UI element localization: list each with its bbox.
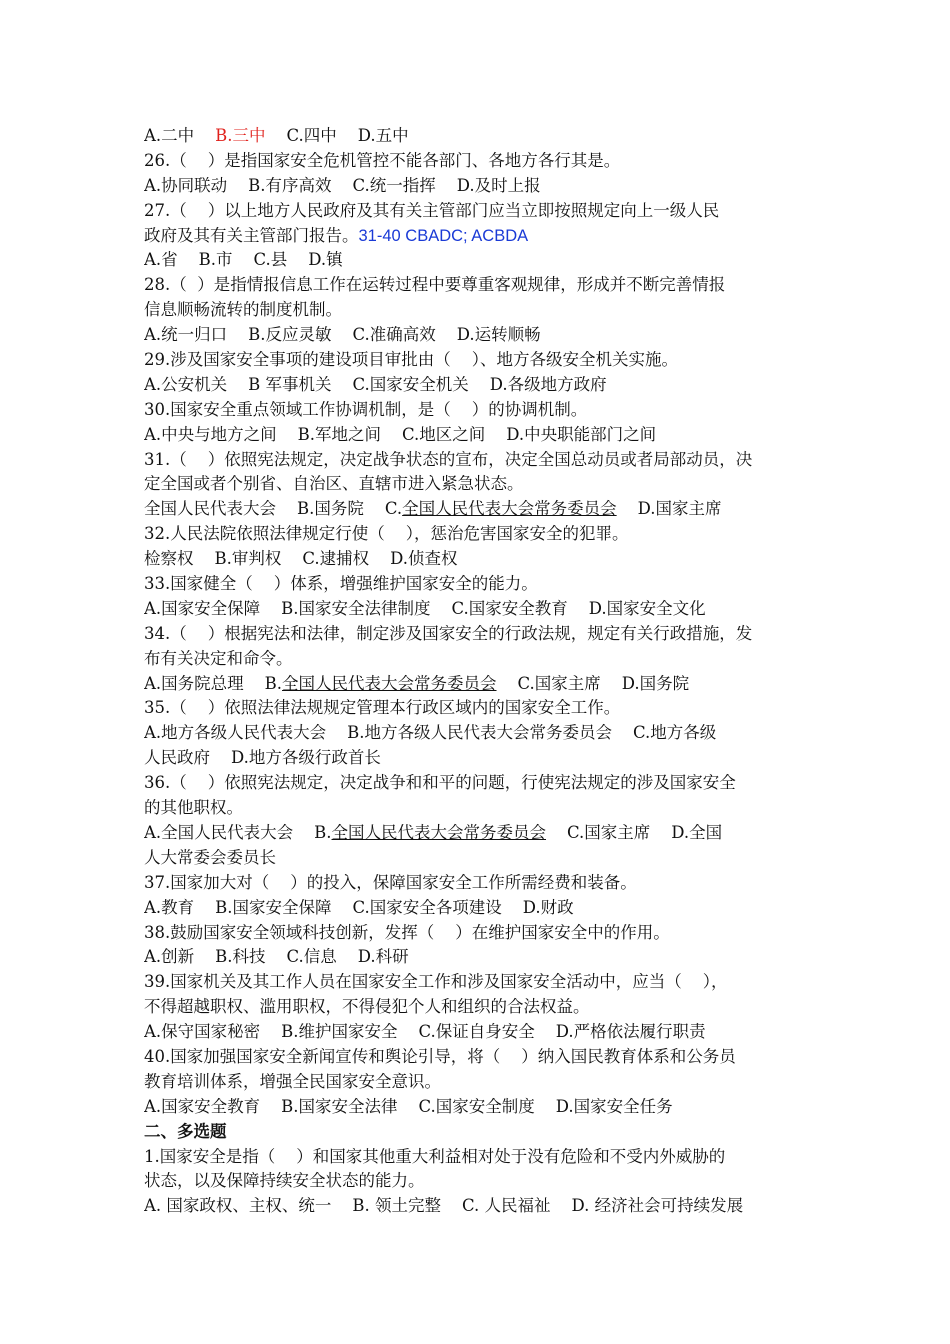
text-line	[144, 1145, 810, 1170]
text-segment: 全国人民代表大会常务委员会	[402, 499, 617, 519]
text-segment: 人大常委会委员长	[144, 847, 276, 867]
text-line	[144, 796, 810, 821]
text-line	[144, 124, 810, 149]
text-line	[144, 224, 810, 249]
text-line	[144, 373, 810, 398]
text-segment: D.国家主席	[616, 499, 722, 519]
text-segment: B.三中	[215, 126, 266, 145]
text-line	[144, 298, 810, 323]
text-segment: 状态，以及保障持续安全状态的能力。	[144, 1171, 425, 1191]
text-segment: 的其他职权。	[144, 798, 243, 818]
text-segment: A.二中	[144, 126, 216, 145]
text-segment: 39.国家机关及其工作人员在国家安全工作和涉及国家安全活动中，应当（ ），	[144, 972, 728, 992]
text-line	[144, 896, 810, 921]
text-line	[144, 1020, 810, 1045]
text-segment: 不得超越职权、滥用职权，不得侵犯个人和组织的合法权益。	[144, 997, 590, 1017]
text-segment: 34.（ ）根据宪法和法律，制定涉及国家安全的行政法规，规定有关行政措施，发	[144, 623, 753, 643]
text-line	[144, 1070, 810, 1095]
text-line	[144, 721, 810, 746]
text-segment: A.创新 B.科技 C.信息 D.科研	[144, 947, 409, 967]
text-line	[144, 522, 810, 547]
text-segment: 31.（ ）依照宪法规定，决定战争状态的宣布，决定全国总动员或者局部动员，决	[144, 449, 753, 469]
text-segment: C.国家主席 D.国务院	[496, 673, 690, 693]
text-line	[144, 423, 810, 448]
text-line	[144, 323, 810, 348]
text-segment: 32.人民法院依照法律规定行使（ ），惩治危害国家安全的犯罪。	[144, 524, 629, 544]
text-line	[144, 1120, 810, 1145]
text-segment: 31-40 CBADC; ACBDA	[358, 226, 529, 245]
text-line	[144, 647, 810, 672]
text-segment: C.国家主席 D.全国	[546, 822, 723, 842]
text-line	[144, 672, 810, 697]
text-segment: 全国人民代表大会常务委员会	[282, 673, 497, 693]
text-segment: A.保守国家秘密 B.维护国家安全 C.保证自身安全 D.严格依法履行职责	[144, 1022, 706, 1042]
text-line	[144, 871, 810, 896]
text-line	[144, 248, 810, 273]
text-line	[144, 497, 810, 522]
text-line	[144, 995, 810, 1020]
text-segment: 36.（ ）依照宪法规定，决定战争和和平的问题，行使宪法规定的涉及国家安全	[144, 773, 736, 793]
text-line	[144, 149, 810, 174]
text-segment: 检察权 B.审判权 C.逮捕权 D.侦查权	[144, 549, 458, 569]
text-line	[144, 921, 810, 946]
text-segment: 38.鼓励国家安全领域科技创新，发挥（ ）在维护国家安全中的作用。	[144, 922, 670, 942]
text-segment: C.四中 D.五中	[265, 126, 409, 145]
text-segment: 布有关决定和命令。	[144, 648, 293, 668]
text-line	[144, 622, 810, 647]
text-line	[144, 821, 810, 846]
text-line	[144, 597, 810, 622]
text-line	[144, 1095, 810, 1120]
text-line	[144, 572, 810, 597]
text-line	[144, 174, 810, 199]
text-segment: A.全国人民代表大会 B.	[144, 822, 332, 842]
text-segment: A.省 B.市 C.县 D.镇	[144, 250, 343, 270]
text-line	[144, 846, 810, 871]
text-segment: 教育培训体系，增强全民国家安全意识。	[144, 1071, 441, 1091]
text-segment: 信息顺畅流转的制度机制。	[144, 300, 342, 320]
text-line	[144, 273, 810, 298]
text-segment: 35.（ ）依照法律法规规定管理本行政区域内的国家安全工作。	[144, 698, 621, 718]
text-line	[144, 448, 810, 473]
text-segment: A.中央与地方之间 B.军地之间 C.地区之间 D.中央职能部门之间	[144, 424, 657, 444]
text-segment: 28.（ ）是指情报信息工作在运转过程中要尊重客观规律，形成并不断完善情报	[144, 275, 726, 295]
text-segment: A.国务院总理 B.	[144, 673, 283, 693]
text-segment: 人民政府 D.地方各级行政首长	[144, 748, 381, 768]
text-line	[144, 398, 810, 423]
text-line	[144, 746, 810, 771]
text-line	[144, 1045, 810, 1070]
text-line	[144, 1169, 810, 1194]
text-segment: A.协同联动 B.有序高效 C.统一指挥 D.及时上报	[144, 175, 541, 195]
text-segment: A.公安机关 B 军事机关 C.国家安全机关 D.各级地方政府	[144, 374, 607, 394]
text-segment: A. 国家政权、主权、统一 B. 领土完整 C. 人民福祉 D. 经济社会可持续发展	[144, 1196, 744, 1216]
text-segment: 全国人民代表大会常务委员会	[331, 822, 547, 842]
text-segment: A.地方各级人民代表大会 B.地方各级人民代表大会常务委员会 C.地方各级	[144, 723, 717, 743]
text-line	[144, 945, 810, 970]
text-segment: A.统一归口 B.反应灵敏 C.准确高效 D.运转顺畅	[144, 325, 541, 345]
text-line	[144, 696, 810, 721]
text-segment: 全国人民代表大会 B.国务院 C.	[144, 499, 403, 519]
text-segment: 30.国家安全重点领域工作协调机制，是（ ）的协调机制。	[144, 399, 588, 419]
text-segment: 政府及其有关主管部门报告。	[144, 225, 359, 245]
text-segment: A.教育 B.国家安全保障 C.国家安全各项建设 D.财政	[144, 897, 574, 917]
text-segment: 40.国家加强国家安全新闻宣传和舆论引导，将（ ）纳入国民教育体系和公务员	[144, 1046, 736, 1066]
text-segment: 26.（ ）是指国家安全危机管控不能各部门、各地方各行其是。	[144, 150, 621, 170]
document-page	[144, 124, 810, 1219]
text-line	[144, 199, 810, 224]
text-segment: 27.（ ）以上地方人民政府及其有关主管部门应当立即按照规定向上一级人民	[144, 200, 720, 220]
text-segment: 33.国家健全（ ）体系，增强维护国家安全的能力。	[144, 574, 538, 594]
text-segment: 29.涉及国家安全事项的建设项目审批由（ ）、地方各级安全机关实施。	[144, 350, 678, 370]
text-segment: 二、多选题	[144, 1121, 227, 1141]
text-segment: A.国家安全教育 B.国家安全法律 C.国家安全制度 D.国家安全任务	[144, 1096, 673, 1116]
text-line	[144, 970, 810, 995]
text-line	[144, 472, 810, 497]
text-segment: 37.国家加大对（ ）的投入，保障国家安全工作所需经费和装备。	[144, 872, 637, 892]
text-segment: A.国家安全保障 B.国家安全法律制度 C.国家安全教育 D.国家安全文化	[144, 598, 706, 618]
text-line	[144, 547, 810, 572]
text-line	[144, 348, 810, 373]
text-segment: 1.国家安全是指（ ）和国家其他重大利益相对处于没有危险和不受内外威胁的	[144, 1146, 726, 1166]
text-segment: 定全国或者个别省、自治区、直辖市进入紧急状态。	[144, 474, 524, 494]
text-line	[144, 1194, 810, 1219]
text-line	[144, 771, 810, 796]
